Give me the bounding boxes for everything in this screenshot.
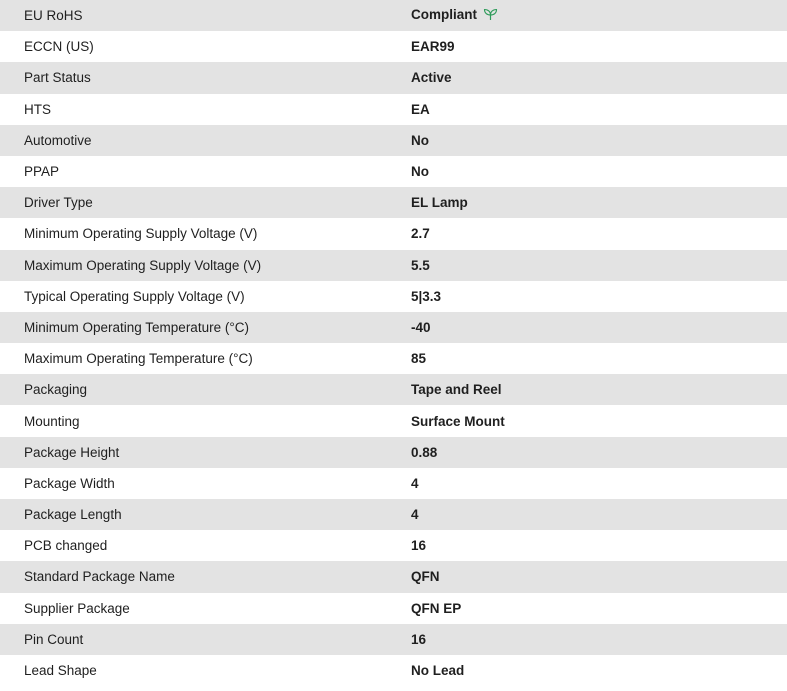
- leaf-icon: [483, 8, 498, 24]
- spec-name: HTS: [0, 94, 411, 125]
- spec-name: Mounting: [0, 405, 411, 436]
- spec-row: [0, 187, 787, 218]
- spec-row: [0, 218, 787, 249]
- spec-row: [0, 624, 787, 655]
- spec-name: PCB changed: [0, 530, 411, 561]
- spec-name: Package Width: [0, 468, 411, 499]
- spec-value: 85: [411, 351, 427, 367]
- spec-value: 5|3.3: [411, 288, 442, 304]
- spec-name: Minimum Operating Temperature (°C): [0, 312, 411, 343]
- spec-row: [0, 530, 787, 561]
- spec-value-cell: [411, 343, 787, 374]
- spec-value: 0.88: [411, 444, 438, 460]
- spec-name: EU RoHS: [0, 0, 411, 31]
- spec-value: 4: [411, 507, 419, 523]
- spec-name: Typical Operating Supply Voltage (V): [0, 281, 411, 312]
- spec-value-cell: [411, 156, 787, 187]
- spec-value: Tape and Reel: [411, 382, 502, 398]
- spec-value-cell: [411, 31, 787, 62]
- spec-value: EA: [411, 101, 430, 117]
- spec-value-cell: [411, 62, 787, 93]
- spec-value-cell: [411, 187, 787, 218]
- spec-name: ECCN (US): [0, 31, 411, 62]
- spec-value: No: [411, 132, 429, 148]
- spec-row: [0, 156, 787, 187]
- spec-row: [0, 593, 787, 624]
- spec-row: [0, 62, 787, 93]
- spec-name: Supplier Package: [0, 593, 411, 624]
- spec-name: Automotive: [0, 125, 411, 156]
- spec-value: 4: [411, 475, 419, 491]
- spec-value-cell: [411, 0, 787, 31]
- spec-row: [0, 655, 787, 686]
- spec-value-cell: [411, 94, 787, 125]
- spec-name: Package Height: [0, 437, 411, 468]
- spec-value-cell: [411, 530, 787, 561]
- spec-value-cell: [411, 593, 787, 624]
- spec-row: [0, 405, 787, 436]
- spec-row: [0, 374, 787, 405]
- spec-row: [0, 0, 787, 31]
- spec-value-cell: [411, 250, 787, 281]
- spec-name: Pin Count: [0, 624, 411, 655]
- spec-value-cell: [411, 468, 787, 499]
- spec-row: [0, 281, 787, 312]
- spec-value: QFN: [411, 569, 440, 585]
- spec-name: Maximum Operating Temperature (°C): [0, 343, 411, 374]
- spec-value-cell: [411, 624, 787, 655]
- spec-row: [0, 468, 787, 499]
- spec-value-cell: [411, 655, 787, 686]
- spec-value: QFN EP: [411, 600, 462, 616]
- spec-value-cell: [411, 374, 787, 405]
- spec-value-cell: [411, 405, 787, 436]
- spec-value: -40: [411, 319, 431, 335]
- spec-value-cell: [411, 125, 787, 156]
- spec-value-cell: [411, 281, 787, 312]
- spec-row: [0, 561, 787, 592]
- spec-value: Surface Mount: [411, 413, 505, 429]
- spec-value: 16: [411, 631, 427, 647]
- spec-row: [0, 31, 787, 62]
- spec-row: [0, 250, 787, 281]
- spec-name: Minimum Operating Supply Voltage (V): [0, 218, 411, 249]
- spec-value: EL Lamp: [411, 195, 468, 211]
- spec-row: [0, 94, 787, 125]
- spec-value-cell: [411, 218, 787, 249]
- spec-value: 2.7: [411, 226, 430, 242]
- spec-name: Standard Package Name: [0, 561, 411, 592]
- spec-value: Active: [411, 70, 452, 86]
- spec-name: Maximum Operating Supply Voltage (V): [0, 250, 411, 281]
- spec-value: EAR99: [411, 39, 455, 55]
- spec-name: Package Length: [0, 499, 411, 530]
- spec-row: [0, 312, 787, 343]
- spec-value-cell: [411, 312, 787, 343]
- spec-name: Driver Type: [0, 187, 411, 218]
- spec-value-cell: [411, 499, 787, 530]
- spec-name: Lead Shape: [0, 655, 411, 686]
- spec-row: [0, 437, 787, 468]
- spec-name: Part Status: [0, 62, 411, 93]
- spec-name: PPAP: [0, 156, 411, 187]
- spec-value-cell: [411, 561, 787, 592]
- spec-value: 5.5: [411, 257, 430, 273]
- spec-row: [0, 499, 787, 530]
- spec-value-cell: [411, 437, 787, 468]
- spec-value: Compliant: [411, 7, 477, 23]
- spec-name: Packaging: [0, 374, 411, 405]
- spec-value: No Lead: [411, 663, 465, 679]
- spec-value: No: [411, 164, 429, 180]
- spec-value: 16: [411, 538, 427, 554]
- spec-row: [0, 343, 787, 374]
- spec-row: [0, 125, 787, 156]
